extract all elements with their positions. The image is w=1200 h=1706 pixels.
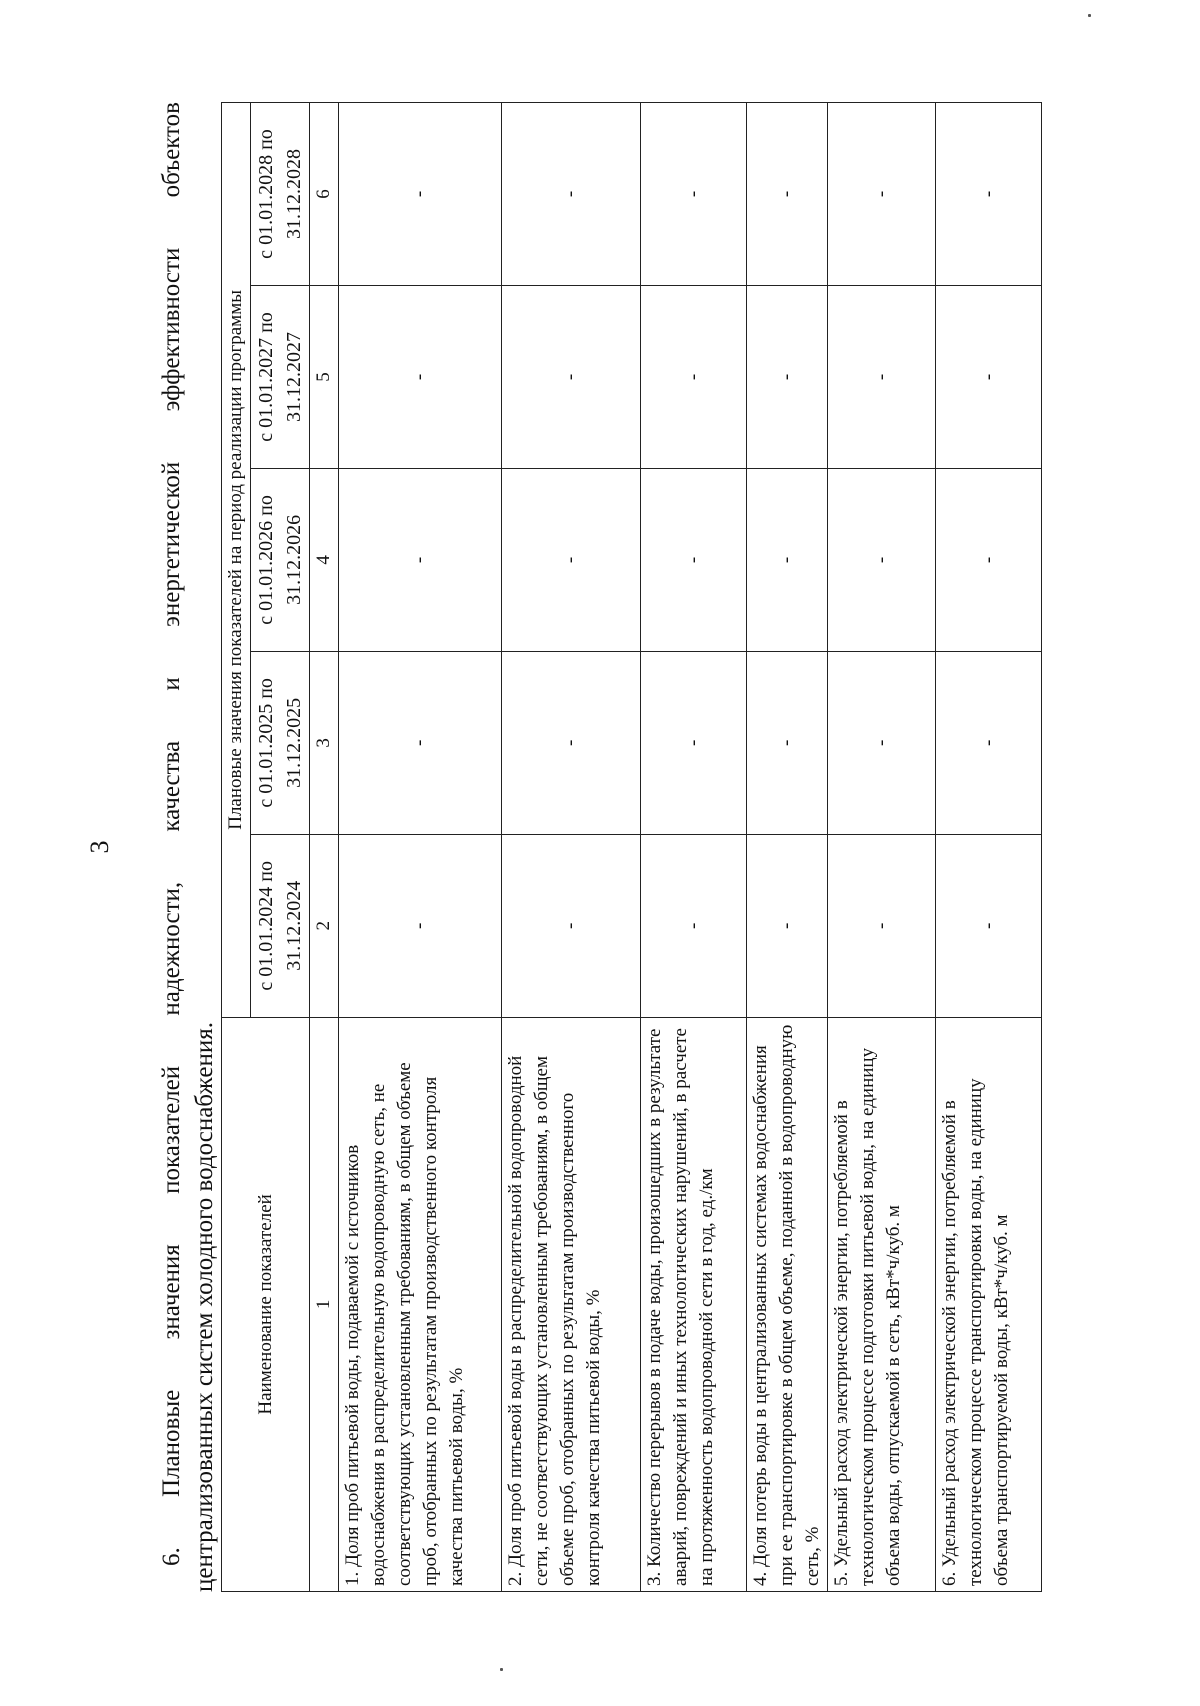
indicator-value: - — [641, 103, 747, 286]
column-number: 3 — [310, 651, 339, 834]
indicators-table — [221, 102, 1042, 1592]
indicator-value: - — [747, 286, 828, 469]
indicator-value: - — [828, 103, 936, 286]
page-number: 3 — [85, 840, 114, 854]
heading-word: показателей — [158, 1065, 185, 1194]
indicator-value: - — [641, 468, 747, 651]
period-header: с 01.01.2026 по 31.12.2026 — [251, 468, 310, 651]
indicator-value: - — [828, 651, 936, 834]
indicator-value: - — [502, 651, 641, 834]
table-row — [747, 103, 828, 1592]
indicator-value: - — [339, 286, 502, 469]
indicator-value: - — [641, 286, 747, 469]
table-row — [641, 103, 747, 1592]
indicator-value: - — [936, 286, 1042, 469]
column-number-row — [310, 103, 339, 1592]
indicator-value: - — [641, 651, 747, 834]
indicator-value: - — [339, 103, 502, 286]
indicator-value: - — [828, 468, 936, 651]
indicator-value: - — [641, 834, 747, 1017]
indicator-value: - — [502, 286, 641, 469]
header-row-group — [222, 103, 251, 1592]
indicator-value: - — [339, 468, 502, 651]
heading-word: и — [158, 677, 185, 691]
section-heading — [155, 102, 221, 1592]
indicator-value: - — [339, 651, 502, 834]
indicator-value: - — [747, 468, 828, 651]
indicator-value: - — [936, 468, 1042, 651]
period-header: с 01.01.2028 по 31.12.2028 — [251, 103, 310, 286]
indicator-value: - — [747, 834, 828, 1017]
indicator-value: - — [502, 834, 641, 1017]
indicator-value: - — [828, 286, 936, 469]
heading-line-2: централизованных систем холодного водоснабжения. — [191, 1022, 218, 1592]
column-number: 2 — [310, 834, 339, 1017]
period-header: с 01.01.2025 по 31.12.2025 — [251, 651, 310, 834]
name-column-header: Наименование показателей — [222, 1017, 310, 1591]
indicator-name: 5. Удельный расход электрической энергии, потребляемой в технологическом процессе подготовки питьевой воды, на единицу объема воды, отпускаемой в сеть, кВт*ч/куб. м — [828, 1017, 936, 1591]
indicator-name: 2. Доля проб питьевой воды в распределительной водопроводной сети, не соответствующих установленным требованиям, в общем объеме проб, отобранных по результатам производственного контроля качества питьевой воды, % — [502, 1017, 641, 1591]
period-header: с 01.01.2024 по 31.12.2024 — [251, 834, 310, 1017]
indicator-name: 3. Количество перерывов в подаче воды, произошедших в результате аварий, повреждений и иных технологических нарушений, в расчете на протяженность водопроводной сети в год, ед./км — [641, 1017, 747, 1591]
period-header: с 01.01.2027 по 31.12.2027 — [251, 286, 310, 469]
heading-word: объектов — [158, 102, 185, 198]
scan-speck — [1088, 14, 1091, 17]
indicator-name: 1. Доля проб питьевой воды, подаваемой с источников водоснабжения в распределительную водопроводную сеть, не соответствующих установленным требованиям, в общем объеме проб, отобранных по результатам производственного контроля качества питьевой воды, % — [339, 1017, 502, 1591]
table-row — [502, 103, 641, 1592]
heading-word: эффективности — [158, 247, 185, 412]
indicator-name: 6. Удельный расход электрической энергии, потребляемой в технологическом процессе транспортировки воды, на единицу объема транспортируемой воды, кВт*ч/куб. м — [936, 1017, 1042, 1591]
indicator-value: - — [828, 834, 936, 1017]
table-row — [936, 103, 1042, 1592]
table-row — [339, 103, 502, 1592]
rotated-content — [85, 102, 1055, 1592]
indicator-name: 4. Доля потерь воды в централизованных системах водоснабжения при ее транспортировке в общем объеме, поданной в водопроводную сеть, % — [747, 1017, 828, 1591]
heading-line-1 — [155, 102, 188, 1592]
heading-word: значения — [158, 1244, 185, 1340]
column-number: 5 — [310, 286, 339, 469]
heading-word: 6. — [158, 1547, 185, 1566]
group-header: Плановые значения показателей на период реализации программы — [222, 103, 251, 1018]
table-row — [828, 103, 936, 1592]
scan-speck — [500, 1668, 503, 1671]
heading-word: энергетической — [158, 461, 185, 627]
indicator-value: - — [747, 103, 828, 286]
column-number: 4 — [310, 468, 339, 651]
column-number: 6 — [310, 103, 339, 286]
heading-word: качества — [158, 740, 185, 832]
indicator-value: - — [339, 834, 502, 1017]
indicator-value: - — [936, 834, 1042, 1017]
indicator-value: - — [936, 651, 1042, 834]
indicator-value: - — [502, 103, 641, 286]
column-number: 1 — [310, 1017, 339, 1591]
indicator-value: - — [502, 468, 641, 651]
heading-word: Плановые — [158, 1389, 185, 1497]
indicator-value: - — [936, 103, 1042, 286]
indicator-value: - — [747, 651, 828, 834]
heading-word: надежности, — [158, 881, 185, 1016]
